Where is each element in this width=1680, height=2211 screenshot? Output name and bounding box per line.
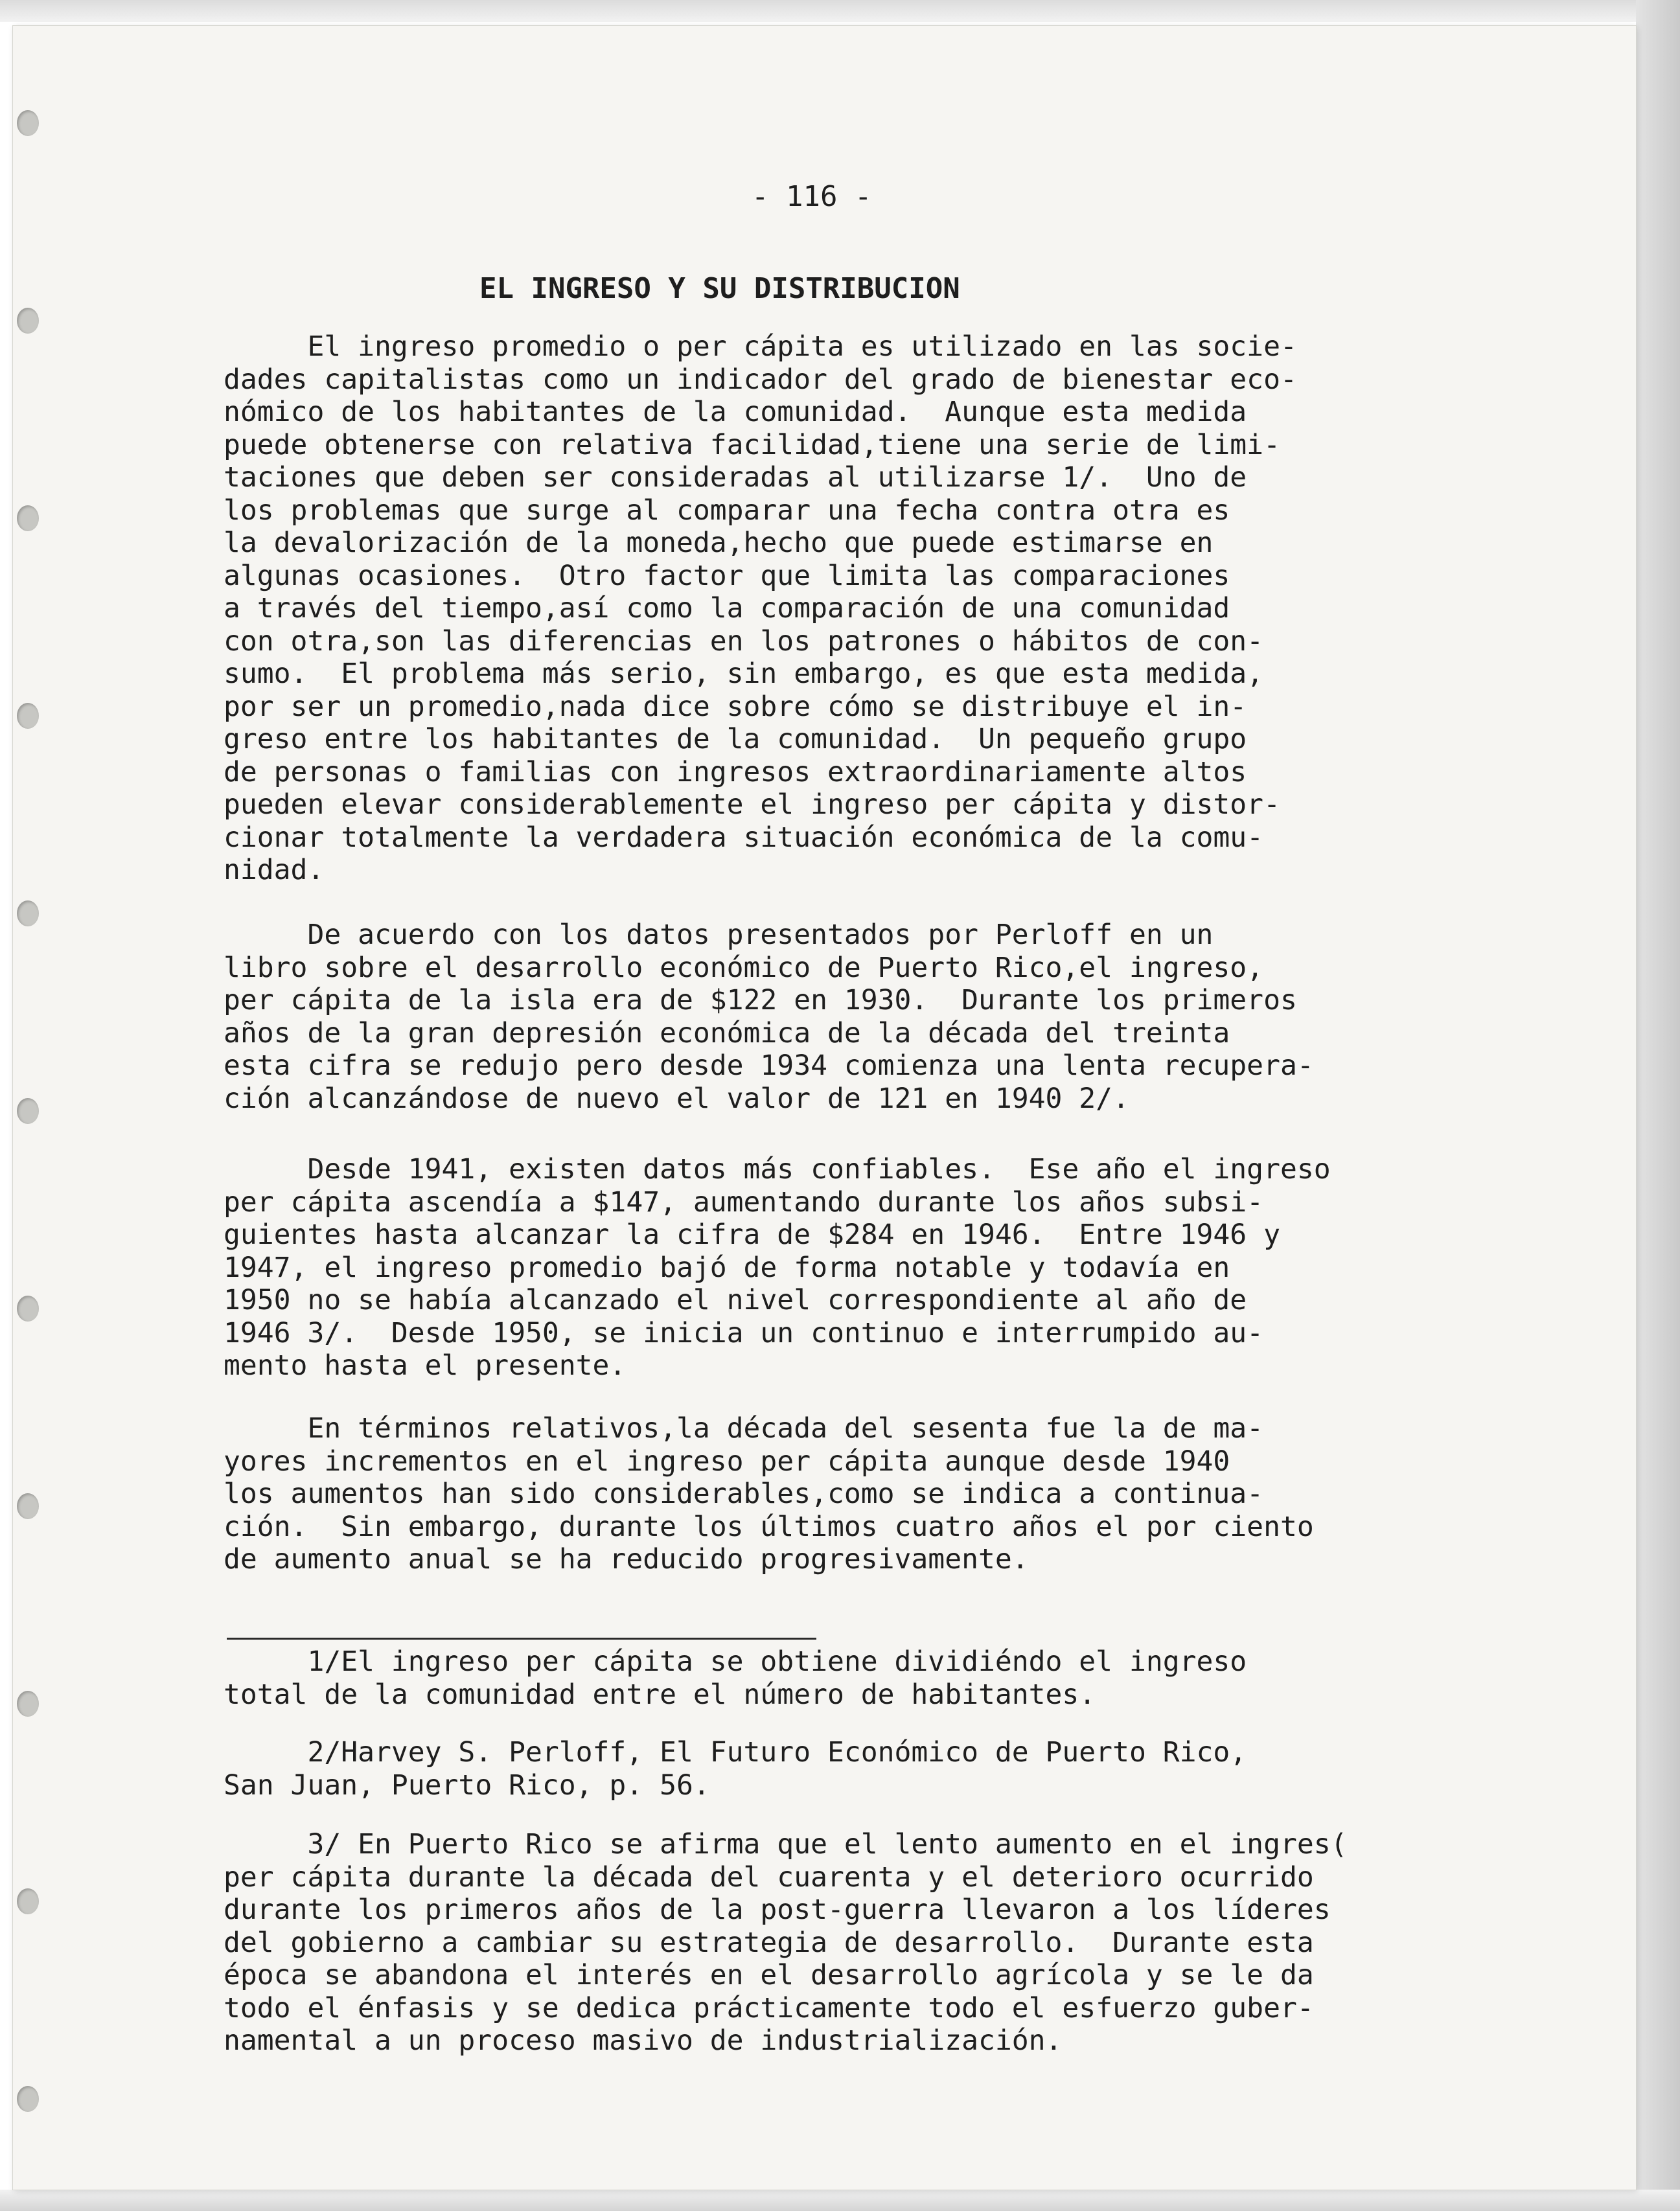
footnote-1 — [224, 1645, 1519, 1711]
paragraph-line: años de la gran depresión económica de la década del treinta — [224, 1016, 1230, 1049]
paragraph-line: con otra,son las diferencias en los patrones o hábitos de con- — [224, 624, 1264, 658]
paragraph-line: 1946 3/. Desde 1950, se inicia un continuo e interrumpido au- — [224, 1316, 1264, 1349]
paragraph-4 — [224, 1412, 1519, 1576]
paragraph-line: de aumento anual se ha reducido progresivamente. — [224, 1543, 1029, 1575]
punch-hole — [17, 505, 39, 531]
footnote-line: 3/ En Puerto Rico se afirma que el lento aumento en el ingres( — [224, 1828, 1348, 1861]
footnote-line: 2/Harvey S. Perloff, El Futuro Económico de Puerto Rico, — [224, 1736, 1247, 1769]
punch-hole — [17, 2086, 39, 2112]
paragraph-line: ción alcanzándose de nuevo el valor de 121 en 1940 2/. — [224, 1082, 1129, 1115]
paragraph-line: yores incrementos en el ingreso per cápita aunque desde 1940 — [224, 1445, 1230, 1478]
paragraph-line: guientes hasta alcanzar la cifra de $284 en 1946. Entre 1946 y — [224, 1219, 1280, 1251]
paragraph-line: greso entre los habitantes de la comunidad. Un pequeño grupo — [224, 723, 1247, 755]
footnote-line: del gobierno a cambiar su estrategia de desarrollo. Durante esta — [224, 1926, 1314, 1959]
footnote-2 — [224, 1736, 1519, 1802]
paragraph-line: taciones que deben ser consideradas al utilizarse 1/. Uno de — [224, 461, 1247, 494]
punch-hole — [17, 1691, 39, 1717]
footnote-line: todo el énfasis y se dedica prácticamente todo el esfuerzo guber- — [224, 1991, 1314, 2024]
footnote-line: durante los primeros años de la post-guerra llevaron a los líderes — [224, 1894, 1331, 1926]
footnote-line: San Juan, Puerto Rico, p. 56. — [224, 1769, 710, 1802]
footnote-line: per cápita durante la década del cuarenta y el deterioro ocurrido — [224, 1861, 1314, 1894]
paragraph-line: de personas o familias con ingresos extraordinariamente altos — [224, 755, 1247, 788]
paragraph-line: la devalorización de la moneda,hecho que puede estimarse en — [224, 527, 1214, 559]
paragraph-line: algunas ocasiones. Otro factor que limita las comparaciones — [224, 559, 1230, 592]
paragraph-line: nidad. — [224, 854, 325, 886]
paragraph-line: esta cifra se redujo pero desde 1934 comienza una lenta recupera- — [224, 1049, 1314, 1082]
scan-right-edge — [1636, 0, 1680, 2211]
punch-hole — [17, 308, 39, 334]
punch-hole — [17, 703, 39, 729]
paragraph-line: 1947, el ingreso promedio bajó de forma notable y todavía en — [224, 1251, 1230, 1284]
paragraph-line: 1950 no se había alcanzado el nivel correspondiente al año de — [224, 1284, 1247, 1316]
paragraph-1 — [224, 330, 1519, 887]
paragraph-line: a través del tiempo,así como la comparación de una comunidad — [224, 592, 1230, 624]
paragraph-line: mento hasta el presente. — [224, 1349, 627, 1382]
footnote-line: época se abandona el interés en el desarrollo agrícola y se le da — [224, 1959, 1314, 1991]
page-title: EL INGRESO Y SU DISTRIBUCION — [479, 272, 960, 305]
punch-hole — [17, 1888, 39, 1914]
page-number: - 116 - — [752, 180, 872, 213]
paragraph-line: En términos relativos,la década del sesenta fue la de ma- — [224, 1412, 1264, 1445]
paragraph-line: nómico de los habitantes de la comunidad. Aunque esta medida — [224, 396, 1247, 428]
punch-hole — [17, 1296, 39, 1322]
paragraph-line: puede obtenerse con relativa facilidad,tiene una serie de limi- — [224, 428, 1280, 461]
paragraph-line: ción. Sin embargo, durante los últimos cuatro años el por ciento — [224, 1510, 1314, 1543]
paragraph-line: los problemas que surge al comparar una fecha contra otra es — [224, 494, 1230, 527]
footnote-line: 1/El ingreso per cápita se obtiene dividiéndo el ingreso — [224, 1645, 1247, 1678]
paragraph-line: dades capitalistas como un indicador del grado de bienestar eco- — [224, 363, 1297, 396]
scan-bottom-edge — [0, 2190, 1680, 2211]
punch-hole — [17, 1098, 39, 1124]
paragraph-3 — [224, 1153, 1519, 1382]
paragraph-line: cionar totalmente la verdadera situación económica de la comu- — [224, 821, 1264, 854]
footnote-separator — [227, 1638, 816, 1640]
punch-hole — [17, 900, 39, 926]
paragraph-line: De acuerdo con los datos presentados por Perloff en un — [224, 919, 1214, 951]
paragraph-line: libro sobre el desarrollo económico de Puerto Rico,el ingreso, — [224, 951, 1264, 984]
paragraph-line: sumo. El problema más serio, sin embargo, es que esta medida, — [224, 658, 1264, 690]
paragraph-line: per cápita de la isla era de $122 en 1930. Durante los primeros — [224, 984, 1297, 1016]
paragraph-line: Desde 1941, existen datos más confiables. Ese año el ingreso — [224, 1153, 1331, 1186]
paragraph-line: los aumentos han sido considerables,como se indica a continua- — [224, 1478, 1264, 1510]
scan-top-edge — [0, 0, 1680, 22]
punch-hole — [17, 110, 39, 136]
paragraph-line: per cápita ascendía a $147, aumentando durante los años subsi- — [224, 1186, 1264, 1219]
footnote-3 — [224, 1828, 1519, 2057]
paragraph-line: El ingreso promedio o per cápita es utilizado en las socie- — [224, 330, 1297, 363]
paragraph-line: por ser un promedio,nada dice sobre cómo se distribuye el in- — [224, 690, 1247, 723]
paragraph-line: pueden elevar considerablemente el ingreso per cápita y distor- — [224, 788, 1280, 821]
punch-hole — [17, 1493, 39, 1519]
footnote-line: total de la comunidad entre el número de habitantes. — [224, 1678, 1096, 1711]
paragraph-2 — [224, 919, 1519, 1115]
footnote-line: namental a un proceso masivo de industrialización. — [224, 2024, 1063, 2057]
